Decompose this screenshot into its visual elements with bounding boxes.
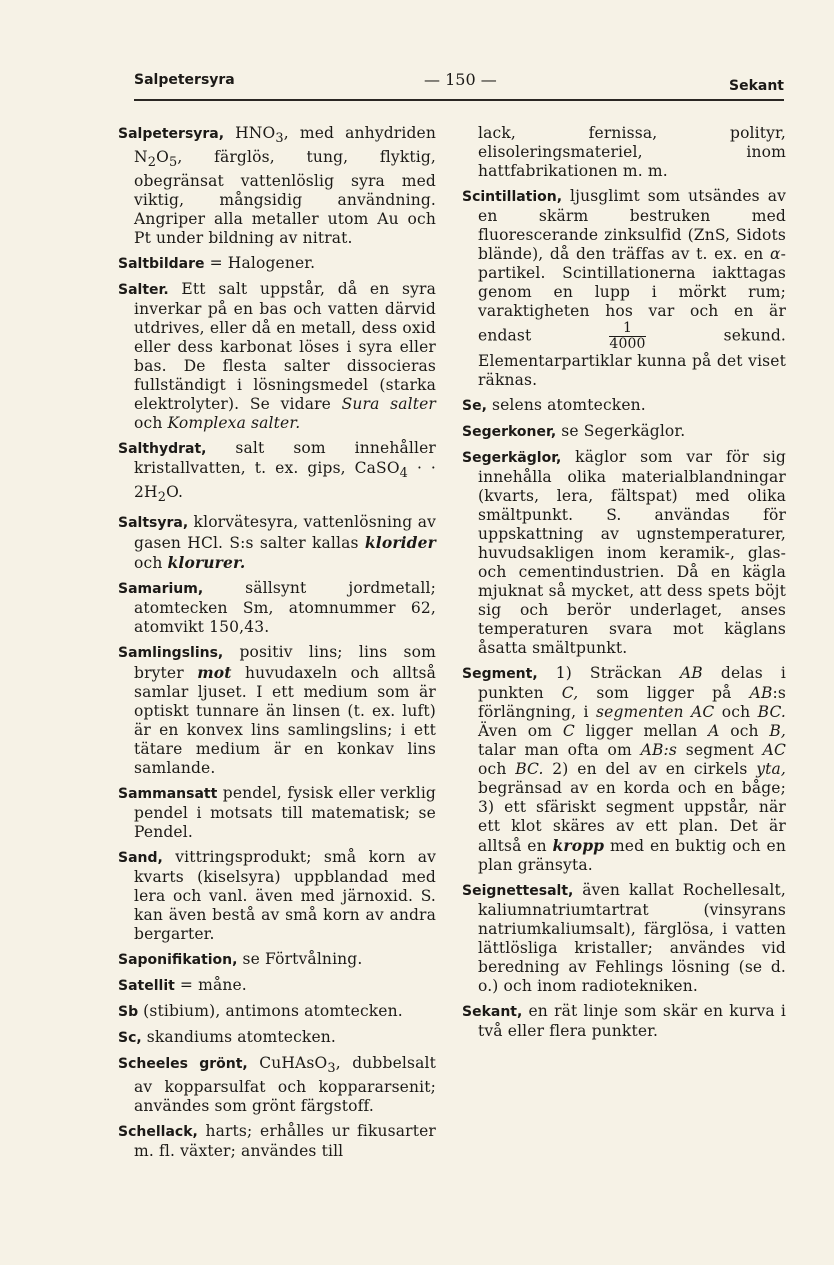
dictionary-entry	[118, 1028, 436, 1048]
dictionary-entry	[118, 254, 436, 274]
entry-text: Även om	[478, 722, 563, 740]
dictionary-entry	[462, 124, 786, 181]
entry-text: 2) en del av en cirkels	[543, 760, 757, 778]
italic-text: Sura salter	[341, 395, 436, 414]
entry-text: delas i punkten	[478, 664, 786, 702]
dictionary-entry	[462, 448, 786, 658]
dictionary-entry	[462, 881, 786, 996]
bold-italic-text: mot	[197, 663, 232, 683]
entry-headword: Salthydrat,	[118, 441, 207, 458]
entry-text: -partikel. Scintillationerna iakttagas genom en lupp i mörkt rum; varaktigheten hos var och en är endast	[478, 245, 786, 345]
italic-text: AB	[749, 684, 773, 702]
entry-text: käglor som var för sig innehålla olika materialblandningar (kvarts, lera, fältspat) med olika smältpunkt. S. användas för uppskattning av ugnstemperaturer, huvudsakligen inom keramik-, glas- och cementindustrien. Då en kägla mjuknat så mycket, att dess spets böjt sig och berör underlaget, anses temperaturen svara mot käglans åsatta smältpunkt.	[478, 448, 786, 657]
italic-text: C	[562, 722, 575, 740]
subscript: 5	[168, 155, 178, 171]
italic-text: AB:s	[640, 741, 677, 759]
entry-headword: Se,	[462, 398, 487, 414]
dictionary-entry	[462, 422, 786, 442]
dictionary-entry	[118, 848, 436, 944]
dictionary-entry	[118, 784, 436, 842]
entry-text: och	[719, 722, 770, 740]
entry-headword: Sb	[118, 1004, 139, 1021]
italic-text: yta,	[756, 760, 786, 778]
entry-text: Ett salt uppstår, då en syra inverkar på en bas och vatten därvid utdrives, eller då en metall, dess oxid eller dess karbonat löses i syra eller bas. De flesta salter dissocieras fullständigt i lösningsmedel (starka elektrolyter). Se vidare	[134, 280, 436, 414]
entry-headword: Salpetersyra,	[118, 126, 225, 142]
entry-headword: Saponifikation,	[118, 952, 238, 969]
right-column	[462, 124, 786, 1047]
fraction-numerator: 1	[622, 320, 633, 336]
header-right-guideword: Sekant	[729, 78, 784, 94]
entry-text: segment	[676, 741, 763, 759]
italic-text: α	[769, 245, 781, 263]
bold-italic-text: klorurer.	[167, 553, 246, 573]
entry-text: , dubbelsalt av kopparsulfat och koppararsenit; användes som grönt färgstoff.	[134, 1054, 436, 1116]
entry-headword: Satellit	[118, 978, 175, 995]
fraction	[607, 321, 647, 352]
fraction-denominator: 4000	[609, 336, 646, 352]
italic-text: Komplexa salter.	[167, 414, 301, 433]
entry-text: = Halogener.	[204, 254, 316, 273]
entry-text: 1) Sträckan	[537, 664, 680, 682]
header-rule	[134, 99, 784, 101]
entry-headword: Sc,	[118, 1030, 142, 1047]
entry-headword: Scheeles grönt,	[118, 1056, 248, 1073]
entry-text: = måne.	[174, 976, 247, 995]
dictionary-entry	[462, 396, 786, 416]
entry-text: en rät linje som skär en kurva i två eller flera punkter.	[478, 1002, 786, 1040]
header-left-guideword: Salpetersyra	[134, 72, 235, 88]
dictionary-entry	[118, 950, 436, 970]
entry-text: talar man ofta om	[478, 741, 641, 759]
entry-text: O.	[166, 483, 184, 502]
italic-text: BC.	[757, 703, 786, 721]
italic-text: segmenten AC	[596, 703, 715, 721]
entry-headword: Seignettesalt,	[462, 883, 574, 899]
page-number: — 150 —	[424, 70, 497, 89]
entry-headword: Scintillation,	[462, 189, 563, 205]
entry-headword: Segerkäglor,	[462, 450, 562, 466]
entry-text: sekund. Elementarpartiklar kunna på det viset räknas.	[478, 326, 786, 389]
entry-headword: Sammansatt	[118, 786, 218, 803]
entry-text: , med anhydriden N	[134, 124, 436, 167]
entry-text: skandiums atomtecken.	[141, 1028, 336, 1047]
running-header	[134, 68, 784, 98]
entry-text: som ligger på	[578, 684, 750, 702]
entry-text: harts; erhålles ur fikusarter m. fl. växter; användes till	[134, 1122, 436, 1161]
dictionary-entry	[118, 1002, 436, 1022]
entry-text: och	[714, 703, 758, 721]
dictionary-entry	[118, 643, 436, 778]
dictionary-entry	[118, 579, 436, 637]
bold-italic-text: kropp	[552, 836, 605, 855]
entry-text: HNO	[224, 124, 276, 142]
entry-text: sällsynt jordmetall; atomtecken Sm, atomnummer 62, atomvikt 150,43.	[134, 579, 436, 637]
subscript: 3	[275, 131, 284, 147]
entry-text: pendel, fysisk eller verklig pendel i motsats till matematisk; se Pendel.	[134, 784, 436, 842]
italic-text: AB	[679, 664, 703, 682]
entry-text: ligger mellan	[574, 722, 709, 740]
entry-headword: Sand,	[118, 850, 163, 867]
subscript: 3	[327, 1061, 336, 1077]
entry-text: begränsad av en korda och en båge; 3) ett sfäriskt segment uppstår, när ett klot skäres av ett plan. Det är alltså en	[478, 779, 786, 855]
left-column	[118, 124, 436, 1167]
entry-headword: Saltsyra,	[118, 515, 189, 532]
entry-text: och	[134, 414, 168, 433]
subscript: 2	[147, 155, 157, 171]
entry-text: klorvätesyra, vattenlösning av gasen HCl. S:s salter kallas	[134, 513, 436, 553]
entry-headword: Samlingslins,	[118, 645, 224, 662]
dictionary-entry	[118, 1054, 436, 1116]
subscript: 2	[157, 490, 167, 506]
entry-text: positiv lins; lins som bryter	[134, 643, 436, 683]
entry-text: · · 2H	[134, 459, 436, 502]
subscript: 4	[399, 466, 409, 482]
entry-text: (stibium), antimons atomtecken.	[138, 1002, 403, 1021]
entry-text: se Förtvålning.	[237, 950, 363, 969]
dictionary-entry	[118, 976, 436, 996]
entry-text: :s förlängning, i	[478, 684, 786, 721]
italic-text: B,	[769, 722, 786, 740]
entry-headword: Salter.	[118, 282, 169, 299]
entry-text: selens atomtecken.	[486, 396, 646, 414]
entry-text: även kallat Rochellesalt, kaliumnatriumtartrat (vinsyrans natriumkaliumsalt), färglösa, i vatten lättlösliga kristaller; användes vid beredning av Fehlings lösning (se d. o.) och inom radiotekniken.	[478, 881, 786, 995]
dictionary-entry	[462, 664, 786, 875]
italic-text: A	[708, 722, 720, 740]
italic-text: AC	[762, 741, 786, 759]
dictionary-entry	[118, 1122, 436, 1161]
entry-headword: Saltbildare	[118, 256, 205, 273]
entry-text: lack, fernissa, polityr, elisoleringsmateriel, inom hattfabrikationen m. m.	[478, 124, 786, 180]
entry-text: vittringsprodukt; små korn av kvarts (kiselsyra) uppblandad med lera och vanl. även med järnoxid. S. kan även bestå av små korn av andra bergarter.	[134, 848, 436, 944]
dictionary-entry	[118, 439, 436, 507]
dictionary-entry	[462, 187, 786, 390]
dictionary-entry	[118, 124, 436, 248]
entry-text: ljusglimt som utsändes av en skärm bestruken med fluorescerande zinksulfid (ZnS, Sidots blände), då den träffas av t. ex. en	[478, 187, 786, 263]
entry-headword: Segerkoner,	[462, 424, 557, 440]
italic-text: BC.	[515, 760, 544, 778]
entry-text: huvudaxeln och alltså samlar ljuset. I ett medium som är optiskt tunnare än linsen (t. ex. luft) är en konvex lins samlingslins; i ett tätare medium är en konkav lins samlande.	[134, 664, 436, 778]
dictionary-entry	[462, 1002, 786, 1041]
entry-text: och	[134, 554, 168, 573]
entry-text: , färglös, tung, flyktig, obegränsat vattenlöslig syra med viktig, mångsidig användning. Angriper alla metaller utom Au och Pt under bildning av nitrat.	[134, 148, 436, 248]
bold-italic-text: klorider	[364, 533, 436, 553]
entry-text: och	[478, 760, 516, 778]
entry-text: med en buktig och en plan gränsyta.	[478, 837, 786, 874]
italic-text: C,	[561, 684, 579, 702]
entry-text: salt som innehåller kristallvatten, t. ex. gips, CaSO	[134, 439, 436, 478]
entry-text: se Segerkäglor.	[556, 422, 686, 440]
entry-headword: Sekant,	[462, 1004, 523, 1020]
dictionary-entry	[118, 513, 436, 573]
entry-text: CuHAsO	[247, 1054, 328, 1073]
entry-headword: Segment,	[462, 666, 538, 682]
entry-text: O	[156, 148, 169, 167]
entry-headword: Samarium,	[118, 581, 204, 598]
dictionary-entry	[118, 280, 436, 433]
entry-headword: Schellack,	[118, 1124, 198, 1141]
